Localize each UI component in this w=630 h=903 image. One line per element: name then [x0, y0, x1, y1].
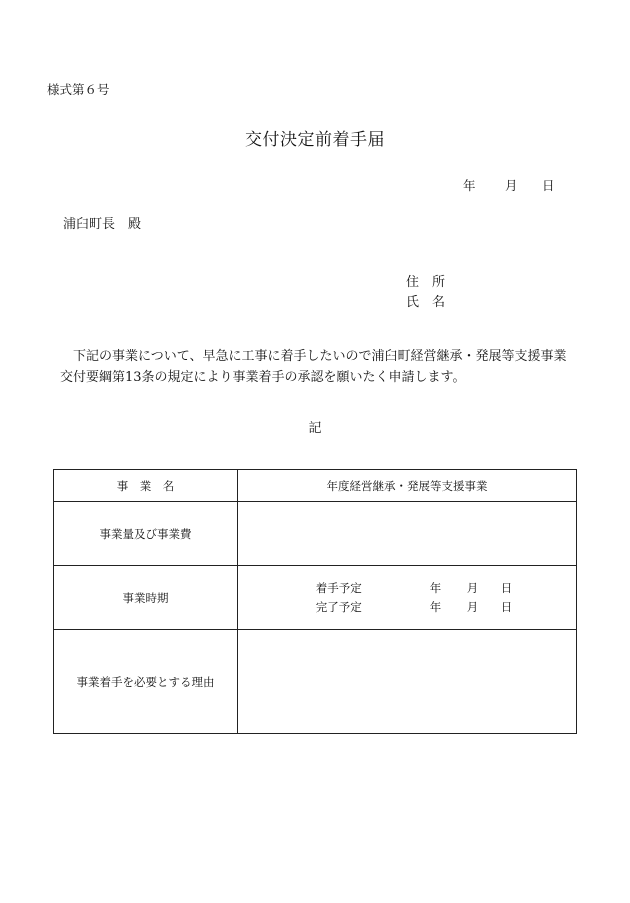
project-name-label: 事 業 名	[54, 470, 238, 502]
scale-cost-label: 事業量及び事業費	[54, 502, 238, 566]
scale-cost-field[interactable]	[238, 502, 577, 566]
period-field[interactable]	[238, 566, 577, 630]
ki-heading: 記	[308, 421, 322, 436]
table-row-reason	[54, 630, 577, 734]
period-end-line	[316, 598, 513, 617]
body-text-line-2: 交付要綱第13条の規定により事業着手の承認を願いたく申請します。	[60, 370, 466, 385]
body-text-line-1: 下記の事業について、早急に工事に着手したいので浦臼町経営継承・発展等支援事業	[73, 349, 567, 364]
period-end-month: 月	[466, 599, 479, 614]
date-year-label: 年	[463, 178, 476, 193]
application-table	[53, 469, 577, 734]
period-start-year: 年	[429, 580, 442, 595]
period-start-month: 月	[466, 580, 479, 595]
period-label: 事業時期	[54, 566, 238, 630]
period-dates	[316, 579, 513, 617]
table-row-scale-cost	[54, 502, 577, 566]
period-end-year: 年	[429, 599, 442, 614]
applicant-name-label: 氏 名	[406, 295, 446, 310]
period-start-line	[316, 579, 513, 598]
applicant-address-label: 住 所	[406, 275, 446, 290]
reason-field[interactable]	[238, 630, 577, 734]
table-row-project-name	[54, 470, 577, 502]
addressee: 浦臼町長 殿	[63, 217, 142, 232]
table-row-period	[54, 566, 577, 630]
period-start-day: 日	[500, 580, 513, 595]
project-name-value: 年度経営継承・発展等支援事業	[238, 470, 577, 502]
period-end-label: 完了予定	[315, 599, 362, 614]
reason-label: 事業着手を必要とする理由	[54, 630, 238, 734]
document-title: 交付決定前着手届	[245, 130, 385, 150]
period-start-label: 着手予定	[315, 580, 362, 595]
period-end-day: 日	[500, 599, 513, 614]
form-number: 様式第６号	[47, 82, 110, 97]
date-day-label: 日	[542, 178, 555, 193]
date-month-label: 月	[505, 178, 518, 193]
